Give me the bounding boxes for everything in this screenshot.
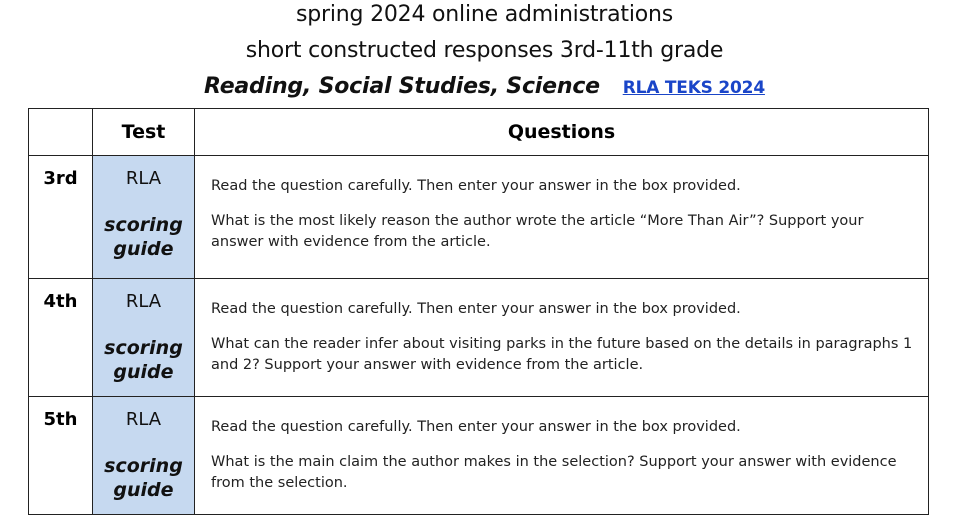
rla-teks-link[interactable]: RLA TEKS 2024 — [622, 78, 765, 98]
test-column-header: Test — [93, 109, 195, 156]
grade-cell: 3rd — [29, 156, 93, 279]
title-line-1: spring 2024 online administrations — [295, 2, 674, 27]
test-cell — [93, 279, 195, 397]
table-row — [29, 156, 929, 279]
scoring-guide-link[interactable]: scoring guide — [104, 214, 183, 260]
title-line-3 — [0, 74, 969, 99]
question-cell — [195, 156, 929, 279]
grade-cell: 4th — [29, 279, 93, 397]
subjects-heading: Reading, Social Studies, Science — [204, 74, 600, 99]
question-instruction: Read the question carefully. Then enter your answer in the box provided. — [211, 178, 741, 194]
scoring-guide-link[interactable]: scoring guide — [104, 455, 183, 501]
questions-table — [28, 108, 929, 515]
question-text: What is the main claim the author makes in the selection? Support your answer with evidence from the selection. — [211, 454, 897, 491]
test-cell — [93, 156, 195, 279]
test-subject: RLA — [125, 168, 162, 189]
table-row — [29, 279, 929, 397]
question-text: What can the reader infer about visiting parks in the future based on the details in paragraphs 1 and 2? Support your answer with evidence from the article. — [211, 336, 913, 373]
test-subject: RLA — [125, 409, 162, 430]
grade-cell: 5th — [29, 397, 93, 515]
question-instruction: Read the question carefully. Then enter your answer in the box provided. — [211, 419, 741, 435]
table-header-row — [29, 109, 929, 156]
question-instruction: Read the question carefully. Then enter your answer in the box provided. — [211, 301, 741, 317]
title-line-2: short constructed responses 3rd-11th grade — [245, 38, 724, 63]
grade-column-header — [29, 109, 93, 156]
scoring-guide-link[interactable]: scoring guide — [104, 337, 183, 383]
question-text: What is the most likely reason the author wrote the article “More Than Air”? Support your answer with evidence from the article. — [211, 213, 864, 250]
test-subject: RLA — [125, 291, 162, 312]
questions-column-header: Questions — [195, 109, 929, 156]
question-cell — [195, 279, 929, 397]
